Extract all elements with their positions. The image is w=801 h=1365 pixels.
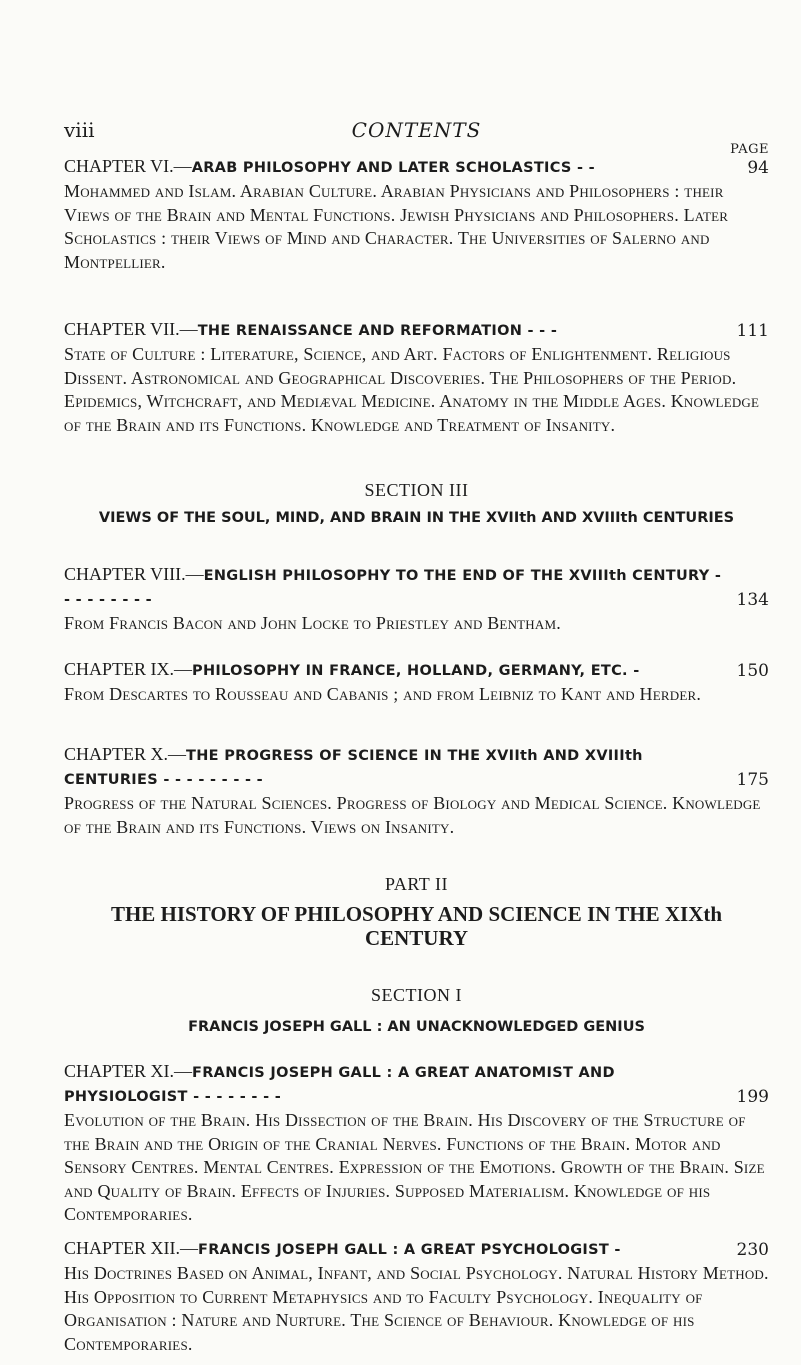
chapter-page-number: 230 bbox=[736, 1240, 769, 1260]
section-i-heading: SECTION I bbox=[371, 985, 462, 1005]
chapter-label: CHAPTER XI.— bbox=[64, 1061, 193, 1081]
chapter-page-number: 134 bbox=[736, 590, 769, 610]
chapter-label: CHAPTER XII.— bbox=[64, 1238, 198, 1258]
page-header bbox=[64, 118, 769, 157]
chapter-heading bbox=[64, 318, 769, 343]
dot-leader: - bbox=[609, 1242, 621, 1258]
dot-leader: - - - - - - - - - bbox=[157, 772, 263, 788]
chapter-description: State of Culture : Literature, Science, and Art. Factors of Enlightenment. Religious Dissent. Astronomical and Geographical Discoveries. The Philosophers of the Period. Epidemics, Witchcraft, and Mediæval Medicine. Anatomy in the Middle Ages. Knowledge of the Brain and its Functions. Knowledge and Treatment of Insanity. bbox=[64, 344, 760, 435]
chapter-title: FRANCIS JOSEPH GALL : A GREAT PSYCHOLOGIST bbox=[198, 1242, 610, 1258]
toc-entry-chapter-9 bbox=[64, 658, 769, 707]
chapter-page-number: 150 bbox=[736, 661, 769, 681]
chapter-description: Mohammed and Islam. Arabian Culture. Arabian Physicians and Philosophers : their Views of the Brain and Mental Functions. Jewish Physicians and Philosophers. Later Scholastics : their Views of Mind and Character. The Universities of Salerno and Montpellier. bbox=[64, 181, 729, 272]
chapter-heading bbox=[64, 1237, 769, 1262]
page-column-label: PAGE bbox=[730, 142, 769, 157]
page-number: viii bbox=[64, 118, 95, 142]
chapter-label: CHAPTER VIII.— bbox=[64, 564, 204, 584]
chapter-heading bbox=[64, 1060, 769, 1109]
dot-leader: - - - - - - - - - bbox=[64, 568, 722, 608]
part-ii-heading: PART II bbox=[385, 874, 448, 894]
chapter-page-number: 175 bbox=[736, 770, 769, 790]
chapter-label: CHAPTER VI.— bbox=[64, 156, 192, 176]
chapter-heading bbox=[64, 658, 769, 683]
toc-entry-chapter-7 bbox=[64, 318, 769, 437]
section-iii-title: VIEWS OF THE SOUL, MIND, AND BRAIN IN THE XVIIth AND XVIIIth CENTURIES bbox=[98, 510, 735, 526]
dot-leader: - bbox=[627, 663, 640, 679]
chapter-title: ARAB PHILOSOPHY AND LATER SCHOLASTICS bbox=[191, 160, 572, 176]
section-i-title: FRANCIS JOSEPH GALL : AN UNACKNOWLEDGED GENIUS bbox=[188, 1019, 645, 1035]
chapter-title: FRANCIS JOSEPH GALL : A GREAT ANATOMIST AND PHYSIOLOGIST bbox=[64, 1065, 615, 1105]
chapter-description: From Francis Bacon and John Locke to Priestley and Bentham. bbox=[64, 613, 561, 633]
chapter-label: CHAPTER X.— bbox=[64, 744, 187, 764]
part-ii-title: THE HISTORY OF PHILOSOPHY AND SCIENCE IN THE XIXth CENTURY bbox=[110, 902, 723, 950]
dot-leader: - - - - - - - - bbox=[187, 1089, 282, 1105]
chapter-title: ENGLISH PHILOSOPHY TO THE END OF THE XVIIIth CENTURY bbox=[203, 568, 710, 584]
chapter-heading bbox=[64, 155, 769, 180]
chapter-page-number: 199 bbox=[736, 1087, 769, 1107]
chapter-description: From Descartes to Rousseau and Cabanis ; and from Leibniz to Kant and Herder. bbox=[64, 684, 702, 704]
chapter-heading bbox=[64, 563, 769, 612]
chapter-page-number: 111 bbox=[736, 321, 769, 341]
chapter-title: PHILOSOPHY IN FRANCE, HOLLAND, GERMANY, ETC. bbox=[192, 663, 628, 679]
chapter-page-number: 94 bbox=[747, 158, 769, 178]
dot-leader: - - bbox=[571, 160, 596, 176]
toc-entry-chapter-6 bbox=[64, 155, 769, 274]
chapter-label: CHAPTER VII.— bbox=[64, 319, 198, 339]
toc-entry-chapter-8 bbox=[64, 563, 769, 636]
chapter-description: His Doctrines Based on Animal, Infant, and Social Psychology. Natural History Method. His Opposition to Current Metaphysics and to Faculty Psychology. Inequality of Organisation : Nature and Nurture. The Science of Behaviour. Knowledge of his Contemporaries. bbox=[64, 1263, 769, 1354]
running-title: CONTENTS bbox=[351, 118, 482, 142]
chapter-title: THE RENAISSANCE AND REFORMATION bbox=[197, 323, 523, 339]
chapter-description: Progress of the Natural Sciences. Progress of Biology and Medical Science. Knowledge of the Brain and its Functions. Views on Insanity. bbox=[64, 793, 761, 837]
dot-leader: - - - bbox=[522, 323, 558, 339]
section-iii-heading: SECTION III bbox=[364, 480, 469, 500]
chapter-label: CHAPTER IX.— bbox=[64, 659, 193, 679]
toc-entry-chapter-10 bbox=[64, 743, 769, 839]
chapter-description: Evolution of the Brain. His Dissection of the Brain. His Discovery of the Structure of the Brain and the Origin of the Cranial Nerves. Functions of the Brain. Motor and Sensory Centres. Mental Centres. Expression of the Emotions. Growth of the Brain. Size and Quality of Brain. Effects of Injuries. Supposed Materialism. Knowledge of his Contemporaries. bbox=[64, 1110, 765, 1224]
toc-entry-chapter-11 bbox=[64, 1060, 769, 1227]
toc-entry-chapter-12 bbox=[64, 1237, 769, 1356]
chapter-heading bbox=[64, 743, 769, 792]
chapter-title: THE PROGRESS OF SCIENCE IN THE XVIIth AND XVIIIth CENTURIES bbox=[64, 748, 643, 788]
